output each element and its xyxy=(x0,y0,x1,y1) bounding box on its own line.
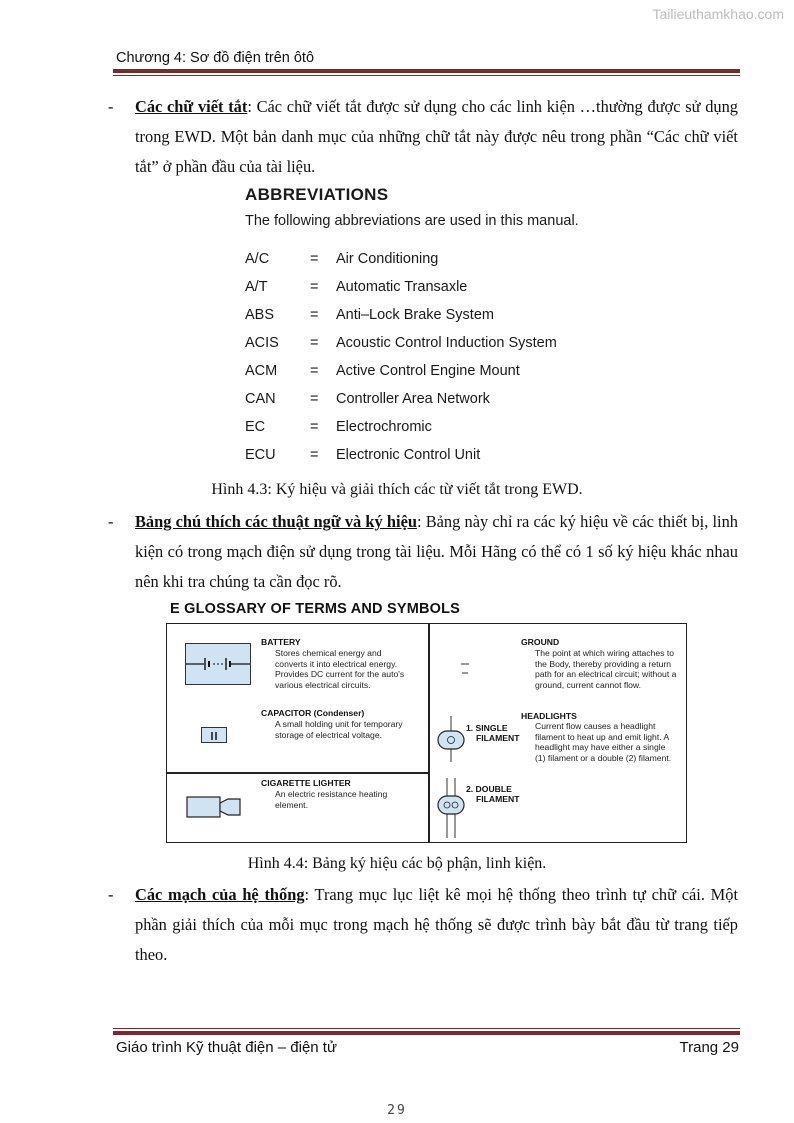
footer-rule-thin xyxy=(113,1028,740,1029)
abbreviations-figure xyxy=(245,185,579,463)
abbreviation-meaning: Electrochromic xyxy=(336,419,432,435)
section-glossary: - Bảng chú thích các thuật ngữ và ký hiệu: Bảng này chỉ ra các ký hiệu về các thiết bị, linh kiện có trong mạch điện sử dụng trong tài liệu. Mỗi Hãng có thể có 1 số ký hiệu khác nhau nên khi tra chúng ta cần đọc rõ. xyxy=(108,512,738,591)
equals-sign: = xyxy=(310,251,319,267)
glossary-title: E GLOSSARY OF TERMS AND SYMBOLS xyxy=(170,601,461,617)
ground-desc: The point at which wiring attaches to the Body, thereby providing a return path for an electrical circuit; without a ground, current cannot flow. xyxy=(535,648,677,690)
abbreviation-code: A/C xyxy=(245,251,270,267)
header-rule xyxy=(113,69,740,73)
equals-sign: = xyxy=(310,363,319,379)
single-filament-headlight-icon xyxy=(436,716,466,762)
footer-page-label: Trang 29 xyxy=(679,1039,739,1056)
footer-rule xyxy=(113,1031,740,1035)
ground-name: GROUND xyxy=(521,637,560,647)
abbreviation-code: EC xyxy=(245,419,266,435)
term-abbreviations: Các chữ viết tắt xyxy=(135,97,248,116)
section-text: : Các chữ viết tắt được sử dụng cho các linh kiện …thường được sử dụng trong EWD. Một bản danh mục của những chữ tắt này được nêu trong phần “Các chữ viết tắt” ở phần đầu của tài liệu. xyxy=(135,97,738,176)
abbreviation-meaning: Controller Area Network xyxy=(336,391,490,407)
lighter-desc: An electric resistance heating element. xyxy=(275,789,388,810)
headlights-desc: Current flow causes a headlight filament to heat up and emit light. A headlight may have either a single (1) filament or a double (2) filament. xyxy=(535,721,672,763)
equals-sign: = xyxy=(310,391,319,407)
abbreviation-meaning: Automatic Transaxle xyxy=(336,279,468,295)
term-system-circuits: Các mạch của hệ thống xyxy=(135,885,305,904)
equals-sign: = xyxy=(310,307,319,323)
equals-sign: = xyxy=(310,419,319,435)
figure-caption-4-4: Hình 4.4: Bảng ký hiệu các bộ phận, linh kiện. xyxy=(247,855,547,872)
abbreviation-meaning: Acoustic Control Induction System xyxy=(336,335,557,351)
equals-sign: = xyxy=(310,335,319,351)
capacitor-icon xyxy=(202,729,226,743)
abbreviation-meaning: Active Control Engine Mount xyxy=(336,363,520,379)
battery-name: BATTERY xyxy=(261,637,301,647)
abbreviation-code: A/T xyxy=(245,279,268,295)
abbreviation-code: ECU xyxy=(245,447,276,463)
section-system-circuits: - Các mạch của hệ thống: Trang mục lục liệt kê mọi hệ thống theo trình tự chữ cái. Một phần giải thích của mỗi mục trong mạch hệ thống sẽ được trình bày bắt đầu từ trang tiếp theo. xyxy=(108,885,738,964)
section-abbreviations: - Các chữ viết tắt: Các chữ viết tắt được sử dụng cho các linh kiện …thường được sử dụng trong EWD. Một bản danh mục của những chữ tắt này được nêu trong phần “Các chữ viết tắt” ở phần đầu của tài liệu. xyxy=(108,97,738,176)
battery-icon xyxy=(186,644,250,684)
abbreviation-code: ABS xyxy=(245,307,275,323)
abbreviation-meaning: Air Conditioning xyxy=(336,251,439,267)
capacitor-symbol xyxy=(201,727,227,743)
abbreviation-code: ACIS xyxy=(245,335,279,351)
double-filament-headlight-icon xyxy=(436,778,466,838)
section-text: : Bảng này chỉ ra các ký hiệu về các thiết bị, linh kiện có trong mạch điện sử dụng trong tài liệu. Mỗi Hãng có thể có 1 số ký hiệu khác nhau nên khi tra chúng ta cần đọc rõ. xyxy=(135,512,738,591)
cigarette-lighter-icon xyxy=(186,795,242,819)
term-glossary: Bảng chú thích các thuật ngữ và ký hiệu xyxy=(135,512,417,531)
abbreviation-code: CAN xyxy=(245,391,276,407)
ground-icon xyxy=(459,660,471,676)
battery-symbol xyxy=(185,643,251,685)
footer-book-title: Giáo trình Kỹ thuật điện – điện tử xyxy=(116,1039,338,1056)
single-filament-label: 1. SINGLE FILAMENT xyxy=(466,723,520,743)
abbreviations-heading: ABBREVIATIONS xyxy=(245,185,389,204)
capacitor-desc: A small holding unit for temporary storage of electrical voltage. xyxy=(275,719,403,740)
header-rule-thin xyxy=(113,75,740,76)
glossary-divider-row xyxy=(166,772,428,774)
abbreviation-meaning: Electronic Control Unit xyxy=(336,447,481,463)
abbreviation-meaning: Anti–Lock Brake System xyxy=(336,307,494,323)
headlights-name: HEADLIGHTS xyxy=(521,711,577,721)
equals-sign: = xyxy=(310,447,319,463)
abbreviation-code: ACM xyxy=(245,363,278,379)
chapter-title: Chương 4: Sơ đồ điện trên ôtô xyxy=(116,50,315,66)
battery-desc: Stores chemical energy and converts it into electrical energy. Provides DC current for the auto's various electrical circuits. xyxy=(275,648,405,690)
abbreviations-intro: The following abbreviations are used in this manual. xyxy=(245,213,579,229)
equals-sign: = xyxy=(310,279,319,295)
watermark: Tailieuthamkhao.com xyxy=(652,6,784,22)
glossary-divider xyxy=(428,623,430,843)
lighter-name: CIGARETTE LIGHTER xyxy=(261,778,351,788)
section-text: : Trang mục lục liệt kê mọi hệ thống theo trình tự chữ cái. Một phần giải thích của mỗi mục trong mạch hệ thống sẽ được trình bày bắt đầu từ trang tiếp theo. xyxy=(135,885,738,964)
page-number: 29 xyxy=(387,1103,407,1118)
figure-caption-4-3: Hình 4.3: Ký hiệu và giải thích các từ viết tắt trong EWD. xyxy=(211,481,583,498)
capacitor-name: CAPACITOR (Condenser) xyxy=(261,708,365,718)
double-filament-label: 2. DOUBLE FILAMENT xyxy=(466,784,520,804)
